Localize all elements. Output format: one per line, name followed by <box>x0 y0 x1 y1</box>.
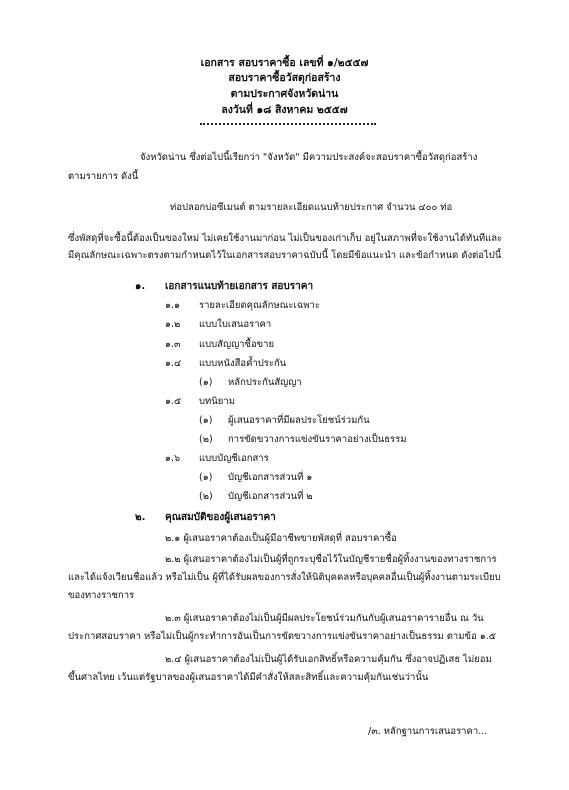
clause-2-2-line-2: และได้แจ้งเวียนชื่อแล้ว หรือไม่เป็น ผู้ที่ได้รับผลของการสั่งให้นิติบุคคลหรือบุคคลอื่นเป็นผู้ทิ้งงานตามระเบียบ <box>68 572 501 583</box>
list-item-number: ๑.๖ <box>165 453 181 464</box>
clause-2-3-line-1: ๒.๓ ผู้เสนอราคาต้องไม่เป็นผู้มีผลประโยชน์ร่วมกันกับผู้เสนอราคารายอื่น ณ วัน <box>165 613 484 624</box>
intro-para-line-1: ซึ่งพัสดุที่จะซื้อนี้ต้องเป็นของใหม่ ไม่เคยใช้งานมาก่อน ไม่เป็นของเก่าเก็บ อยู่ในสภาพที่จะใช้งานได้ทันทีและ <box>68 233 503 244</box>
list-item-number: ๑.๑ <box>165 300 181 311</box>
intro-line-2: ตามรายการ ดังนี้ <box>68 171 139 182</box>
list-item: แบบบัญชีเอกสาร <box>199 453 269 464</box>
clause-2-4-line-1: ๒.๔ ผู้เสนอราคาต้องไม่เป็นผู้ได้รับเอกสิทธิ์หรือความคุ้มกัน ซึ่งอาจปฏิเสธ ไม่ยอม <box>165 654 492 665</box>
list-item-number: ๑.๓ <box>165 339 181 350</box>
sub-item-number: (๒) <box>199 491 213 502</box>
list-item-number: ๑.๕ <box>165 396 182 407</box>
doc-title: เอกสาร สอบราคาซื้อ เลขที่ ๑/๒๕๕๗ <box>200 57 369 69</box>
list-item: แบบหนังสือค้ำประกัน <box>199 358 287 369</box>
continuation-note: /๓. หลักฐานการเสนอราคา... <box>368 726 488 737</box>
clause-2-2-line-3: ของทางราชการ <box>68 590 135 601</box>
sub-item: บัญชีเอกสารส่วนที่ ๒ <box>228 491 313 502</box>
section2-title: คุณสมบัติของผู้เสนอราคา <box>165 512 276 523</box>
clause-2-4-line-2: ขึ้นศาลไทย เว้นแต่รัฐบาลของผู้เสนอราคาได้มีคำสั่งให้สละสิทธิ์และความคุ้มกันเช่นว่านั้น <box>68 672 429 683</box>
sub-item-number: (๑) <box>199 377 213 388</box>
section1-title: เอกสารแนบท้ายเอกสาร สอบราคา <box>165 281 314 292</box>
dotted-divider <box>200 123 376 125</box>
clause-2-1: ๒.๑ ผู้เสนอราคาต้องเป็นผู้มีอาชีพขายพัสดุที่ สอบราคาซื้อ <box>165 533 397 544</box>
sub-item-number: (๑) <box>199 415 213 426</box>
sub-item: การขัดขวางการแข่งขันราคาอย่างเป็นธรรม <box>228 434 407 445</box>
list-item: แบบใบเสนอราคา <box>199 319 272 330</box>
sub-item: ผู้เสนอราคาที่มีผลประโยชน์ร่วมกัน <box>228 415 370 426</box>
list-item: รายละเอียดคุณลักษณะเฉพาะ <box>199 300 320 311</box>
section1-number: ๑. <box>135 281 146 292</box>
doc-date: ลงวันที่ ๑๘ สิงหาคม ๒๕๕๗ <box>221 104 348 116</box>
intro-line-1: จังหวัดน่าน ซึ่งต่อไปนี้เรียกว่า "จังหวัด" มีความประสงค์จะสอบราคาซื้อวัสดุก่อสร้าง <box>140 152 478 163</box>
intro-para-line-2: มีคุณลักษณะเฉพาะตรงตามกำหนดไว้ในเอกสารสอบราคาฉบับนี้ โดยมีข้อแนะนำ และข้อกำหนด ดังต่อไปนี้ <box>68 250 502 261</box>
sub-item: หลักประกันสัญญา <box>228 377 302 388</box>
doc-subtitle: สอบราคาซื้อวัสดุก่อสร้าง <box>228 72 341 84</box>
list-item-number: ๑.๒ <box>165 319 181 330</box>
list-item-number: ๑.๔ <box>165 358 182 369</box>
sub-item-number: (๑) <box>199 472 213 483</box>
clause-2-2-line-1: ๒.๒ ผู้เสนอราคาต้องไม่เป็นผู้ที่ถูกระบุชื่อไว้ในบัญชีรายชื่อผู้ทิ้งงานของทางราชการ <box>165 554 497 565</box>
list-item: บทนิยาม <box>199 396 235 407</box>
section2-number: ๒. <box>135 512 146 523</box>
sub-item-number: (๒) <box>199 434 213 445</box>
sub-item: บัญชีเอกสารส่วนที่ ๑ <box>228 472 313 483</box>
doc-announcement: ตามประกาศจังหวัดน่าน <box>230 88 339 100</box>
clause-2-3-line-2: ประกาศสอบราคา หรือไม่เป็นผู้กระทำการอันเป็นการขัดขวางการแข่งขันราคาอย่างเป็นธรรม ตามข้อ ๑.๕ <box>68 631 496 642</box>
intro-item: ท่อปลอกบ่อซีเมนต์ ตามรายละเอียดแนบท้ายประกาศ จำนวน ๔๐๐ ท่อ <box>170 202 453 213</box>
list-item: แบบสัญญาซื้อขาย <box>199 339 275 350</box>
